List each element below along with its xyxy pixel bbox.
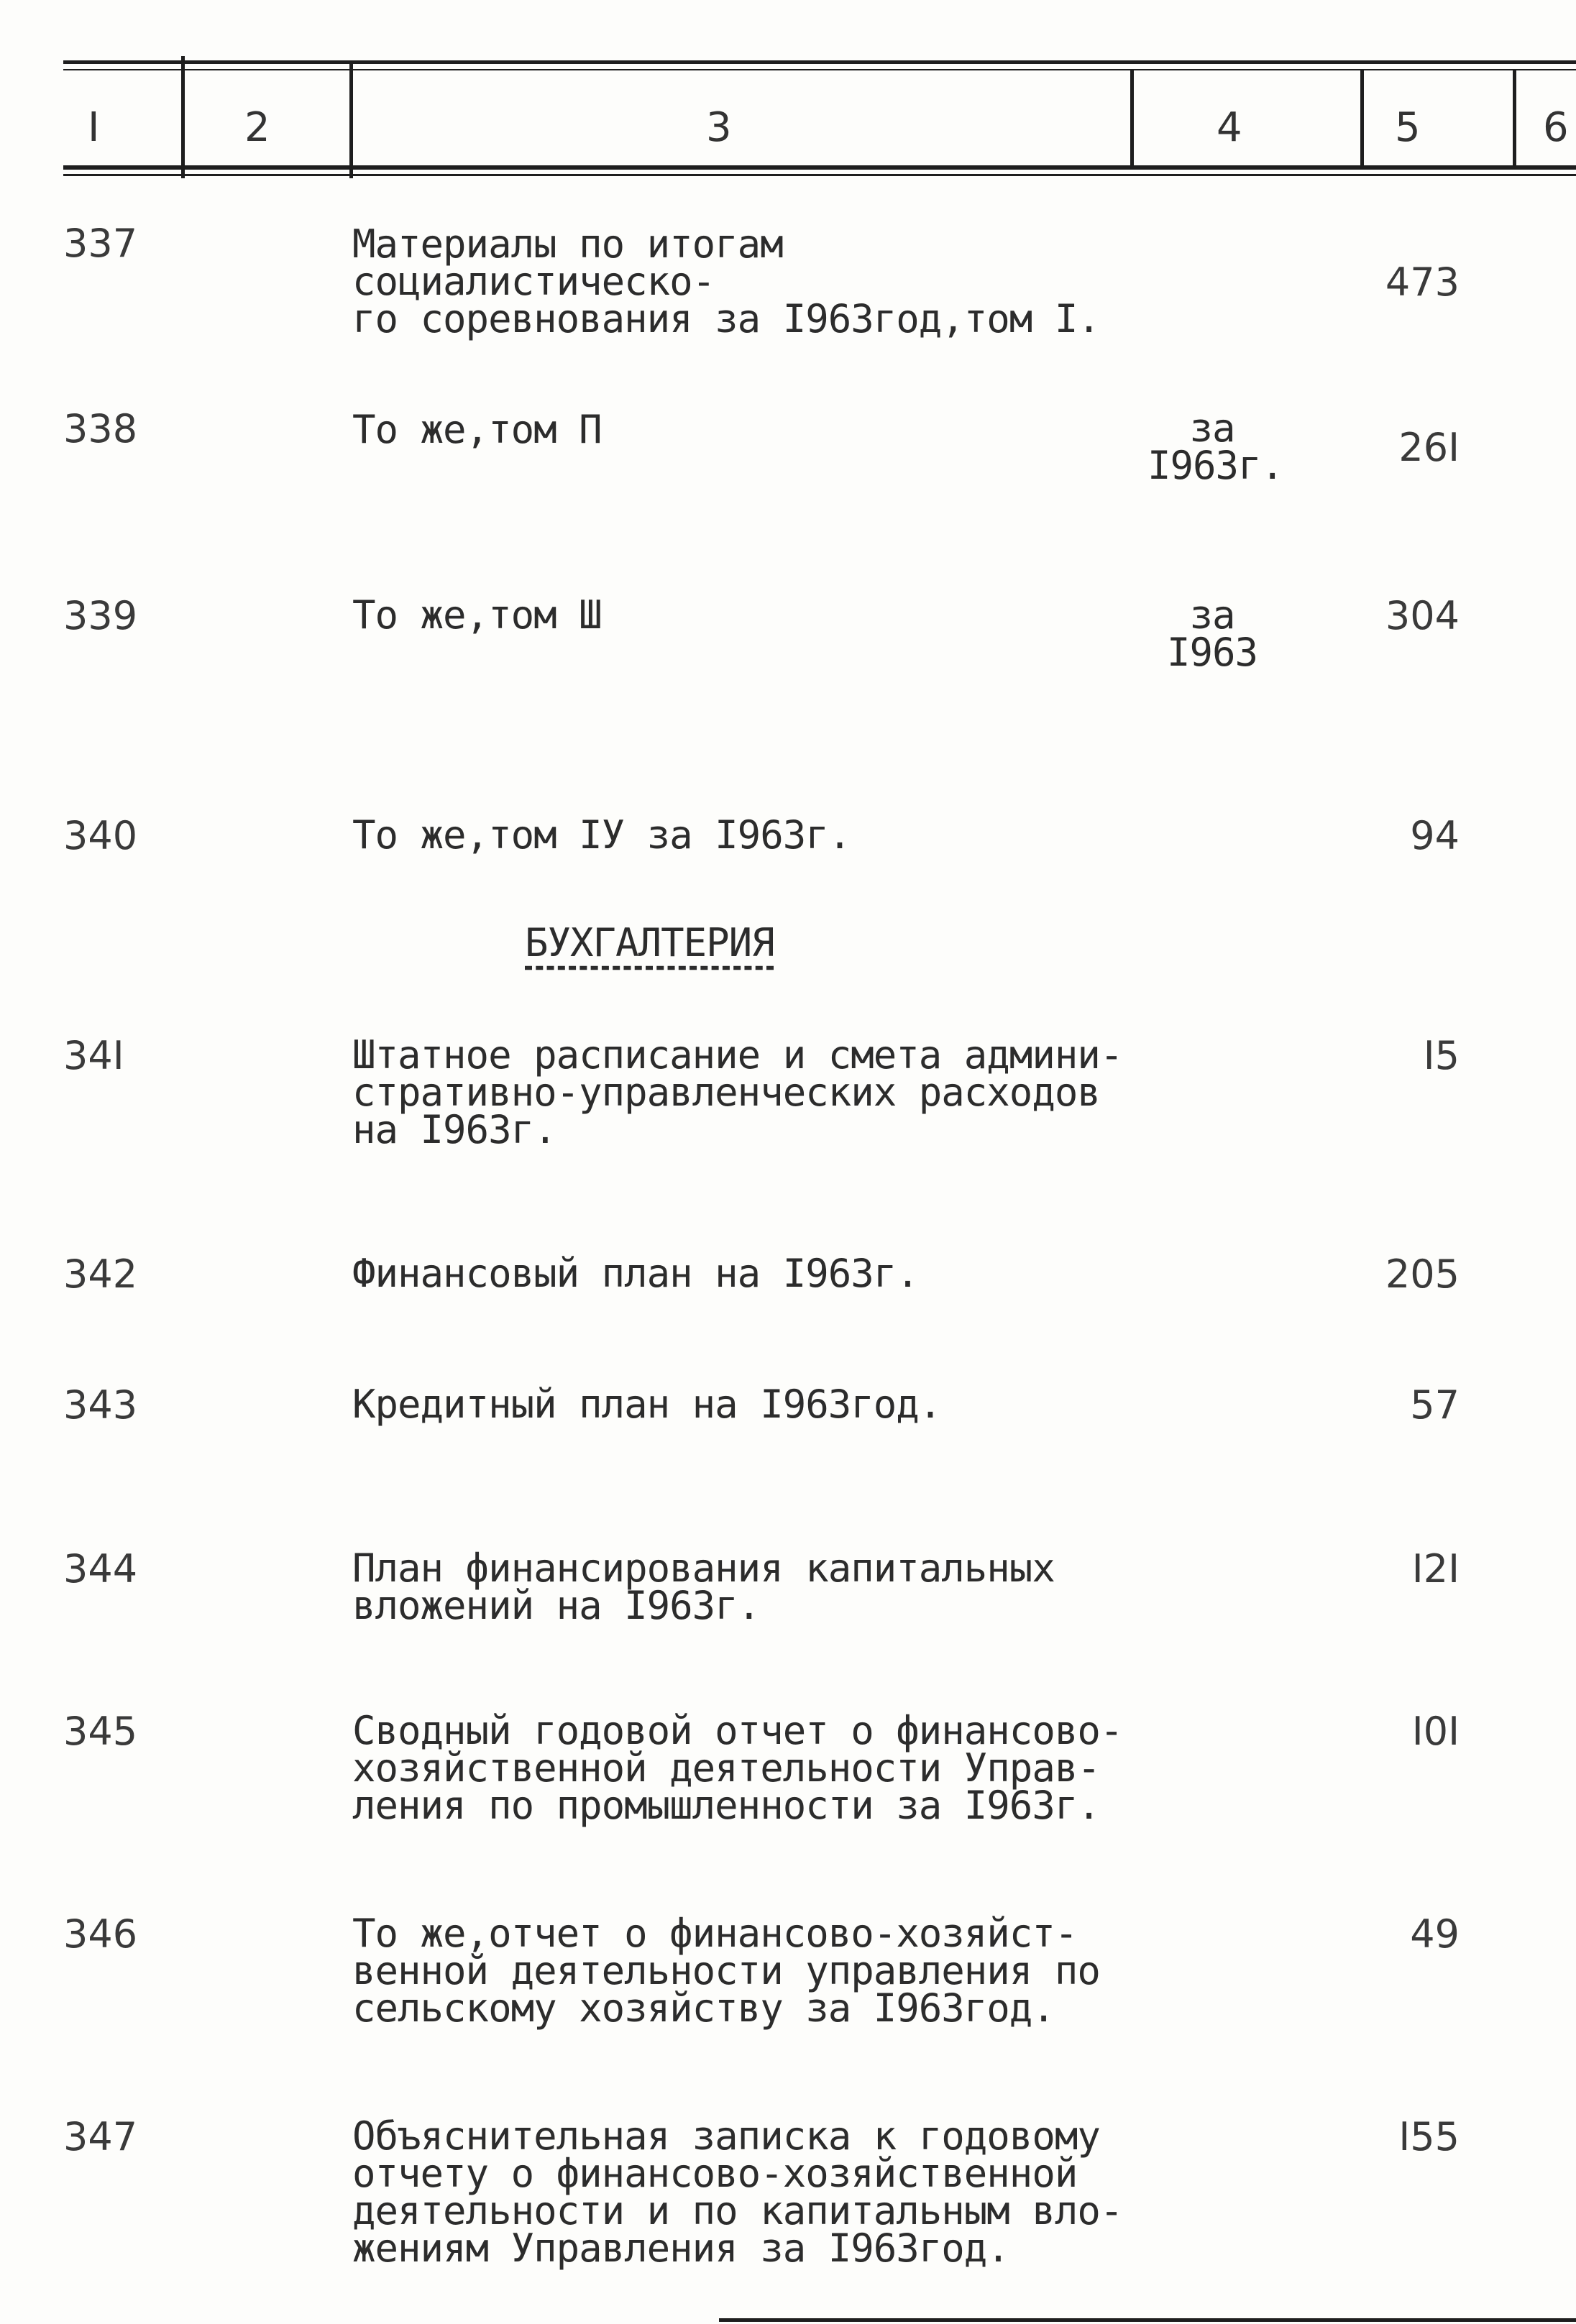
header-col-3: 3 bbox=[706, 104, 732, 151]
row-sheet-count: 473 bbox=[1385, 260, 1460, 305]
row-sheet-count: I0I bbox=[1411, 1709, 1460, 1754]
header-col-6: 6 bbox=[1543, 104, 1569, 151]
row-sheet-count: 304 bbox=[1385, 593, 1460, 638]
row-title: Сводный годовой отчет о финансово- хозяйственной деятельности Управ- ления по промышленности за I963г. bbox=[352, 1708, 1123, 1828]
row-number: 345 bbox=[63, 1709, 138, 1754]
row-title: Финансовый план на I963г. bbox=[352, 1251, 919, 1296]
row-date-range: за I963 bbox=[1166, 592, 1258, 675]
row-date-range: за I963г. bbox=[1147, 405, 1284, 488]
row-title: То же,отчет о финансово-хозяйст- венной деятельности управления по сельскому хозяйству за I963год. bbox=[352, 1911, 1100, 2031]
row-number: 344 bbox=[63, 1546, 138, 1592]
row-sheet-count: 57 bbox=[1410, 1382, 1460, 1428]
row-number: 342 bbox=[63, 1251, 138, 1297]
row-title: Материалы по итогам социалистическо- го соревнования за I963год,том I. bbox=[352, 221, 1100, 341]
row-number: 337 bbox=[63, 221, 138, 266]
row-sheet-count: I2I bbox=[1411, 1546, 1460, 1592]
header-col-4: 4 bbox=[1217, 104, 1242, 151]
header-top-rule bbox=[63, 60, 1576, 64]
row-title: План финансирования капитальных вложений на I963г. bbox=[352, 1545, 1055, 1628]
section-heading: БУХГАЛТЕРИЯ bbox=[525, 920, 774, 965]
row-title: Кредитный план на I963год. bbox=[352, 1382, 942, 1427]
row-sheet-count: I55 bbox=[1398, 2114, 1460, 2159]
row-title: Объяснительная записка к годовому отчету о финансово-хозяйственной деятельности и по капитальным вло- жениям Управления за I963год. bbox=[352, 2113, 1123, 2271]
row-sheet-count: 26I bbox=[1398, 425, 1460, 470]
header-bottom-rule bbox=[63, 165, 1576, 170]
header-bottom-rule-thin bbox=[63, 174, 1576, 176]
row-number: 346 bbox=[63, 1911, 138, 1957]
row-title: То же,том П bbox=[352, 407, 602, 452]
row-number: 339 bbox=[63, 593, 138, 638]
row-title: То же,том Ш bbox=[352, 592, 602, 638]
row-sheet-count: I5 bbox=[1423, 1033, 1460, 1078]
row-sheet-count: 49 bbox=[1410, 1911, 1460, 1957]
header-col-5: 5 bbox=[1395, 104, 1421, 151]
header-divider-3 bbox=[1130, 69, 1134, 170]
row-title: То же,том IУ за I963г. bbox=[352, 812, 851, 858]
header-col-1: I bbox=[88, 104, 100, 151]
header-col-2: 2 bbox=[244, 104, 270, 151]
header-divider-2 bbox=[349, 60, 353, 178]
header-top-rule-thin bbox=[63, 69, 1576, 70]
row-number: 338 bbox=[63, 406, 138, 451]
row-number: 347 bbox=[63, 2114, 138, 2159]
row-sheet-count: 205 bbox=[1385, 1251, 1460, 1297]
header-divider-1 bbox=[181, 56, 185, 178]
page-bottom-rule bbox=[719, 2318, 1576, 2322]
header-divider-4 bbox=[1360, 69, 1364, 170]
row-number: 340 bbox=[63, 813, 138, 858]
row-number: 34I bbox=[63, 1033, 124, 1078]
row-title: Штатное расписание и смета админи- стративно-управленческих расходов на I963г. bbox=[352, 1032, 1123, 1152]
row-number: 343 bbox=[63, 1382, 138, 1428]
header-divider-5 bbox=[1513, 69, 1516, 170]
row-sheet-count: 94 bbox=[1410, 813, 1460, 858]
